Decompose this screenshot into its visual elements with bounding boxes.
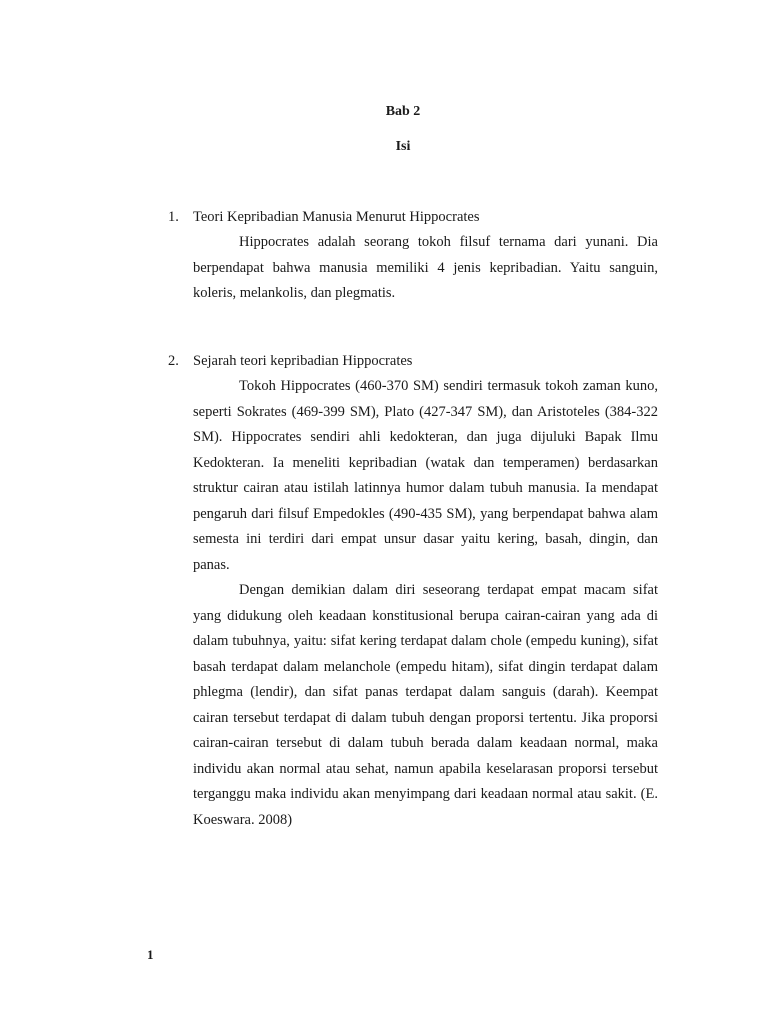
paragraph: Dengan demikian dalam diri seseorang terdapat empat macam sifat yang didukung oleh keadaan konstitusional berupa cairan-cairan yang ada di dalam tubuhnya, yaitu: sifat kering terdapat dalam chole (empedu kuning), sifat basah terdapat dalam melanchole (empedu hitam), sifat dingin terdapat dalam phlegma (lendir), dan sifat panas terdapat dalam sanguis (darah). Keempat cairan tersebut terdapat di dalam tubuh dengan proporsi tertentu. Jika proporsi cairan-cairan tersebut di dalam tubuh berada dalam keadaan normal, maka individu akan normal atau sehat, namun apabila keselarasan proporsi tersebut terganggu maka individu akan menyimpang dari keadaan normal atau sakit. (E. Koeswara. 2008) xyxy=(193,582,658,828)
section-title: Sejarah teori kepribadian Hippocrates xyxy=(193,353,413,369)
paragraph: Hippocrates adalah seorang tokoh filsuf ternama dari yunani. Dia berpendapat bahwa manusia memiliki 4 jenis kepribadian. Yaitu sanguin, koleris, melankolis, dan plegmatis. xyxy=(193,234,658,301)
section-number: 1. xyxy=(168,209,179,225)
content-heading: Isi xyxy=(395,139,411,154)
page-number: 1 xyxy=(147,947,154,962)
chapter-heading: Bab 2 xyxy=(385,104,421,119)
section-heading xyxy=(168,348,658,374)
section-number: 2. xyxy=(168,353,179,369)
section-title: Teori Kepribadian Manusia Menurut Hippocrates xyxy=(193,209,480,225)
paragraph: Tokoh Hippocrates (460-370 SM) sendiri termasuk tokoh zaman kuno, seperti Sokrates (469-399 SM), Plato (427-347 SM), dan Aristoteles (384-322 SM). Hippocrates sendiri ahli kedokteran, dan juga dijuluki Bapak Ilmu Kedokteran. Ia meneliti kepribadian (watak dan temperamen) berdasarkan struktur cairan atau istilah latinnya humor dalam tubuh manusia. Ia mendapat pengaruh dari filsuf Empedokles (490-435 SM), yang berpendapat bahwa alam semesta ini terdiri dari empat unsur dasar yaitu kering, basah, dingin, dan panas. xyxy=(193,378,658,573)
section-heading xyxy=(168,204,658,230)
section-2 xyxy=(168,348,658,833)
section-1 xyxy=(168,204,658,307)
